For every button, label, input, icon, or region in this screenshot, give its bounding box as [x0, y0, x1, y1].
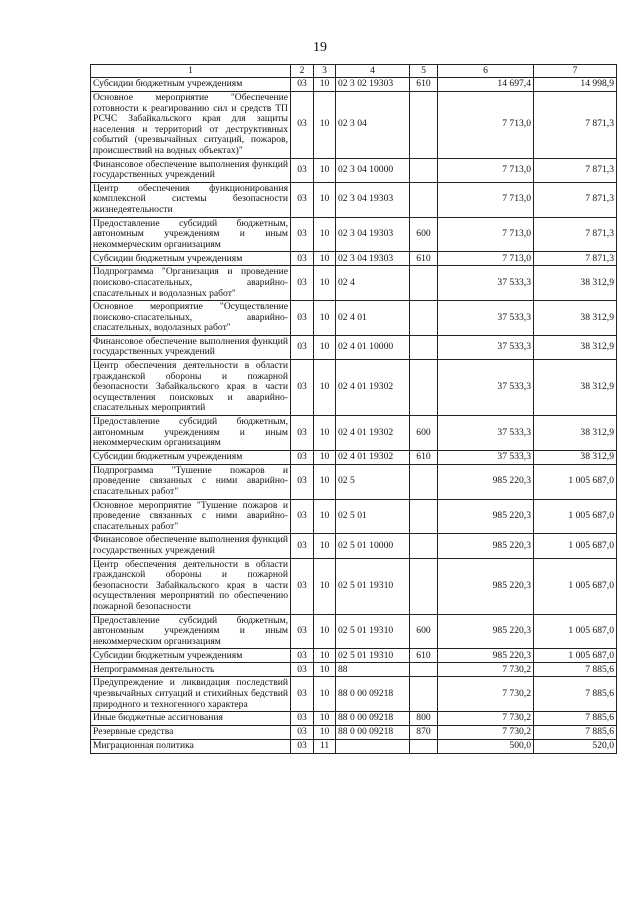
table-row — [91, 335, 617, 359]
section-code-cell: 03 — [291, 335, 314, 359]
target-article-cell: 02 4 — [336, 266, 410, 301]
row-name-cell: Финансовое обеспечение выполнения функций государственных учреждений — [91, 335, 291, 359]
target-article-cell: 02 3 04 19303 — [336, 182, 410, 217]
amount-year-2-cell: 7 871,3 — [534, 182, 617, 217]
amount-year-1-cell: 7 713,0 — [438, 252, 534, 266]
amount-year-1-cell: 14 697,4 — [438, 78, 534, 92]
target-article-cell: 02 5 01 — [336, 499, 410, 534]
amount-year-2-cell: 38 312,9 — [534, 416, 617, 451]
section-code-cell: 03 — [291, 450, 314, 464]
section-code-cell: 03 — [291, 301, 314, 336]
expense-type-cell: 610 — [410, 450, 438, 464]
row-name-cell: Предоставление субсидий бюджетным, автономным учреждениям и иным некоммерческим организациям — [91, 416, 291, 451]
amount-year-2-cell: 7 871,3 — [534, 158, 617, 182]
table-row — [91, 712, 617, 726]
table-row — [91, 614, 617, 649]
subsection-code-cell: 10 — [314, 182, 336, 217]
subsection-code-cell: 10 — [314, 726, 336, 740]
subsection-code-cell: 10 — [314, 558, 336, 614]
subsection-code-cell: 10 — [314, 360, 336, 416]
amount-year-1-cell: 37 533,3 — [438, 335, 534, 359]
subsection-code-cell: 10 — [314, 416, 336, 451]
expense-type-cell: 610 — [410, 78, 438, 92]
row-name-cell: Основное мероприятие "Осуществление поисково-спасательных, аварийно-спасательных, водолазных работ" — [91, 301, 291, 336]
target-article-cell: 88 0 00 09218 — [336, 726, 410, 740]
budget-table — [90, 64, 617, 754]
table-row — [91, 78, 617, 92]
column-header: 4 — [336, 65, 410, 78]
section-code-cell: 03 — [291, 712, 314, 726]
target-article-cell — [336, 740, 410, 754]
table-row — [91, 92, 617, 159]
subsection-code-cell: 10 — [314, 499, 336, 534]
row-name-cell: Резервные средства — [91, 726, 291, 740]
section-code-cell: 03 — [291, 217, 314, 252]
amount-year-1-cell: 985 220,3 — [438, 499, 534, 534]
subsection-code-cell: 10 — [314, 712, 336, 726]
amount-year-2-cell: 38 312,9 — [534, 360, 617, 416]
column-header: 6 — [438, 65, 534, 78]
subsection-code-cell: 10 — [314, 677, 336, 712]
section-code-cell: 03 — [291, 158, 314, 182]
expense-type-cell: 800 — [410, 712, 438, 726]
section-code-cell: 03 — [291, 266, 314, 301]
amount-year-2-cell: 1 005 687,0 — [534, 534, 617, 558]
row-name-cell: Центр обеспечения функционирования комплексной системы безопасности жизнедеятельности — [91, 182, 291, 217]
table-row — [91, 663, 617, 677]
amount-year-2-cell: 7 885,6 — [534, 663, 617, 677]
amount-year-2-cell: 1 005 687,0 — [534, 558, 617, 614]
row-name-cell: Субсидии бюджетным учреждениям — [91, 649, 291, 663]
amount-year-2-cell: 1 005 687,0 — [534, 464, 617, 499]
subsection-code-cell: 10 — [314, 663, 336, 677]
table-row — [91, 217, 617, 252]
row-name-cell: Финансовое обеспечение выполнения функций государственных учреждений — [91, 534, 291, 558]
row-name-cell: Центр обеспечения деятельности в области гражданской обороны и пожарной безопасности Забайкальского края в части осуществления поисковых и аварийно-спасательных мероприятий — [91, 360, 291, 416]
expense-type-cell — [410, 534, 438, 558]
row-name-cell: Центр обеспечения деятельности в области гражданской обороны и пожарной безопасности Забайкальского края в части осуществления мероприятий по обеспечению пожарной безопасности — [91, 558, 291, 614]
amount-year-2-cell: 38 312,9 — [534, 335, 617, 359]
expense-type-cell: 610 — [410, 649, 438, 663]
table-row — [91, 360, 617, 416]
amount-year-1-cell: 37 533,3 — [438, 450, 534, 464]
table-row — [91, 499, 617, 534]
amount-year-1-cell: 985 220,3 — [438, 558, 534, 614]
expense-type-cell — [410, 266, 438, 301]
target-article-cell: 02 3 02 19303 — [336, 78, 410, 92]
table-row — [91, 266, 617, 301]
column-header: 7 — [534, 65, 617, 78]
amount-year-1-cell: 500,0 — [438, 740, 534, 754]
column-header: 3 — [314, 65, 336, 78]
target-article-cell: 02 5 01 19310 — [336, 558, 410, 614]
amount-year-1-cell: 7 730,2 — [438, 712, 534, 726]
amount-year-1-cell: 37 533,3 — [438, 416, 534, 451]
section-code-cell: 03 — [291, 534, 314, 558]
amount-year-2-cell: 7 871,3 — [534, 252, 617, 266]
amount-year-2-cell: 1 005 687,0 — [534, 614, 617, 649]
amount-year-1-cell: 7 713,0 — [438, 182, 534, 217]
amount-year-1-cell: 985 220,3 — [438, 614, 534, 649]
expense-type-cell — [410, 360, 438, 416]
target-article-cell: 02 4 01 19302 — [336, 450, 410, 464]
subsection-code-cell: 10 — [314, 252, 336, 266]
subsection-code-cell: 11 — [314, 740, 336, 754]
amount-year-1-cell: 7 730,2 — [438, 726, 534, 740]
table-row — [91, 301, 617, 336]
row-name-cell: Финансовое обеспечение выполнения функций государственных учреждений — [91, 158, 291, 182]
amount-year-1-cell: 7 730,2 — [438, 677, 534, 712]
target-article-cell: 02 4 01 10000 — [336, 335, 410, 359]
expense-type-cell — [410, 558, 438, 614]
section-code-cell: 03 — [291, 360, 314, 416]
expense-type-cell: 600 — [410, 614, 438, 649]
target-article-cell: 02 5 01 19310 — [336, 649, 410, 663]
amount-year-1-cell: 985 220,3 — [438, 464, 534, 499]
section-code-cell: 03 — [291, 499, 314, 534]
amount-year-1-cell: 7 713,0 — [438, 92, 534, 159]
section-code-cell: 03 — [291, 182, 314, 217]
table-row — [91, 450, 617, 464]
row-name-cell: Основное мероприятие "Обеспечение готовности к реагированию сил и средств ТП РСЧС Забайкальского края для защиты населения и территорий от деструктивных событий (чрезвычайных ситуаций, пожаров, происшествий на водных объектах)" — [91, 92, 291, 159]
row-name-cell: Подпрограмма "Организация и проведение поисково-спасательных, аварийно-спасательных и водолазных работ" — [91, 266, 291, 301]
subsection-code-cell: 10 — [314, 301, 336, 336]
target-article-cell: 88 0 00 09218 — [336, 677, 410, 712]
table-row — [91, 158, 617, 182]
amount-year-1-cell: 985 220,3 — [438, 534, 534, 558]
expense-type-cell — [410, 499, 438, 534]
page-number: 19 — [313, 40, 327, 55]
expense-type-cell: 600 — [410, 217, 438, 252]
subsection-code-cell: 10 — [314, 614, 336, 649]
target-article-cell: 88 0 00 09218 — [336, 712, 410, 726]
amount-year-1-cell: 7 713,0 — [438, 217, 534, 252]
section-code-cell: 03 — [291, 649, 314, 663]
amount-year-2-cell: 1 005 687,0 — [534, 499, 617, 534]
column-header: 2 — [291, 65, 314, 78]
section-code-cell: 03 — [291, 558, 314, 614]
target-article-cell: 02 4 01 19302 — [336, 416, 410, 451]
amount-year-1-cell: 985 220,3 — [438, 649, 534, 663]
expense-type-cell — [410, 677, 438, 712]
expense-type-cell — [410, 182, 438, 217]
amount-year-1-cell: 37 533,3 — [438, 360, 534, 416]
section-code-cell: 03 — [291, 416, 314, 451]
section-code-cell: 03 — [291, 740, 314, 754]
subsection-code-cell: 10 — [314, 78, 336, 92]
table-row — [91, 416, 617, 451]
expense-type-cell — [410, 158, 438, 182]
row-name-cell: Субсидии бюджетным учреждениям — [91, 78, 291, 92]
amount-year-2-cell: 7 885,6 — [534, 712, 617, 726]
subsection-code-cell: 10 — [314, 266, 336, 301]
section-code-cell: 03 — [291, 677, 314, 712]
column-header-row — [91, 65, 617, 78]
target-article-cell: 02 5 01 19310 — [336, 614, 410, 649]
section-code-cell: 03 — [291, 92, 314, 159]
target-article-cell: 88 — [336, 663, 410, 677]
amount-year-2-cell: 520,0 — [534, 740, 617, 754]
row-name-cell: Миграционная политика — [91, 740, 291, 754]
table-row — [91, 558, 617, 614]
amount-year-2-cell: 14 998,9 — [534, 78, 617, 92]
table-row — [91, 677, 617, 712]
amount-year-1-cell: 37 533,3 — [438, 266, 534, 301]
column-header: 1 — [91, 65, 291, 78]
subsection-code-cell: 10 — [314, 534, 336, 558]
section-code-cell: 03 — [291, 663, 314, 677]
amount-year-1-cell: 7 730,2 — [438, 663, 534, 677]
table-row — [91, 649, 617, 663]
row-name-cell: Предупреждение и ликвидация последствий чрезвычайных ситуаций и стихийных бедствий природного и техногенного характера — [91, 677, 291, 712]
amount-year-2-cell: 7 871,3 — [534, 92, 617, 159]
row-name-cell: Непрограммная деятельность — [91, 663, 291, 677]
expense-type-cell — [410, 663, 438, 677]
section-code-cell: 03 — [291, 252, 314, 266]
row-name-cell: Субсидии бюджетным учреждениям — [91, 450, 291, 464]
table-row — [91, 464, 617, 499]
subsection-code-cell: 10 — [314, 158, 336, 182]
target-article-cell: 02 3 04 10000 — [336, 158, 410, 182]
section-code-cell: 03 — [291, 464, 314, 499]
amount-year-2-cell: 38 312,9 — [534, 450, 617, 464]
amount-year-2-cell: 7 871,3 — [534, 217, 617, 252]
target-article-cell: 02 5 — [336, 464, 410, 499]
expense-type-cell — [410, 301, 438, 336]
table-row — [91, 740, 617, 754]
amount-year-2-cell: 7 885,6 — [534, 677, 617, 712]
table-row — [91, 726, 617, 740]
subsection-code-cell: 10 — [314, 335, 336, 359]
row-name-cell: Предоставление субсидий бюджетным, автономным учреждениям и иным некоммерческим организациям — [91, 217, 291, 252]
target-article-cell: 02 4 01 19302 — [336, 360, 410, 416]
target-article-cell: 02 3 04 19303 — [336, 217, 410, 252]
amount-year-2-cell: 1 005 687,0 — [534, 649, 617, 663]
subsection-code-cell: 10 — [314, 464, 336, 499]
subsection-code-cell: 10 — [314, 649, 336, 663]
row-name-cell: Субсидии бюджетным учреждениям — [91, 252, 291, 266]
row-name-cell: Подпрограмма "Тушение пожаров и проведение связанных с ними аварийно-спасательных работ" — [91, 464, 291, 499]
section-code-cell: 03 — [291, 78, 314, 92]
expense-type-cell: 600 — [410, 416, 438, 451]
expense-type-cell — [410, 464, 438, 499]
target-article-cell: 02 5 01 10000 — [336, 534, 410, 558]
expense-type-cell: 610 — [410, 252, 438, 266]
subsection-code-cell: 10 — [314, 450, 336, 464]
expense-type-cell — [410, 740, 438, 754]
row-name-cell: Иные бюджетные ассигнования — [91, 712, 291, 726]
amount-year-1-cell: 37 533,3 — [438, 301, 534, 336]
amount-year-2-cell: 38 312,9 — [534, 266, 617, 301]
section-code-cell: 03 — [291, 726, 314, 740]
subsection-code-cell: 10 — [314, 92, 336, 159]
table-row — [91, 182, 617, 217]
expense-type-cell: 870 — [410, 726, 438, 740]
table-row — [91, 252, 617, 266]
subsection-code-cell: 10 — [314, 217, 336, 252]
target-article-cell: 02 3 04 19303 — [336, 252, 410, 266]
target-article-cell: 02 3 04 — [336, 92, 410, 159]
expense-type-cell — [410, 335, 438, 359]
amount-year-2-cell: 38 312,9 — [534, 301, 617, 336]
table-row — [91, 534, 617, 558]
column-header: 5 — [410, 65, 438, 78]
row-name-cell: Основное мероприятие "Тушение пожаров и проведение связанных с ними аварийно-спасательных работ" — [91, 499, 291, 534]
amount-year-2-cell: 7 885,6 — [534, 726, 617, 740]
expense-type-cell — [410, 92, 438, 159]
section-code-cell: 03 — [291, 614, 314, 649]
amount-year-1-cell: 7 713,0 — [438, 158, 534, 182]
target-article-cell: 02 4 01 — [336, 301, 410, 336]
row-name-cell: Предоставление субсидий бюджетным, автономным учреждениям и иным некоммерческим организациям — [91, 614, 291, 649]
